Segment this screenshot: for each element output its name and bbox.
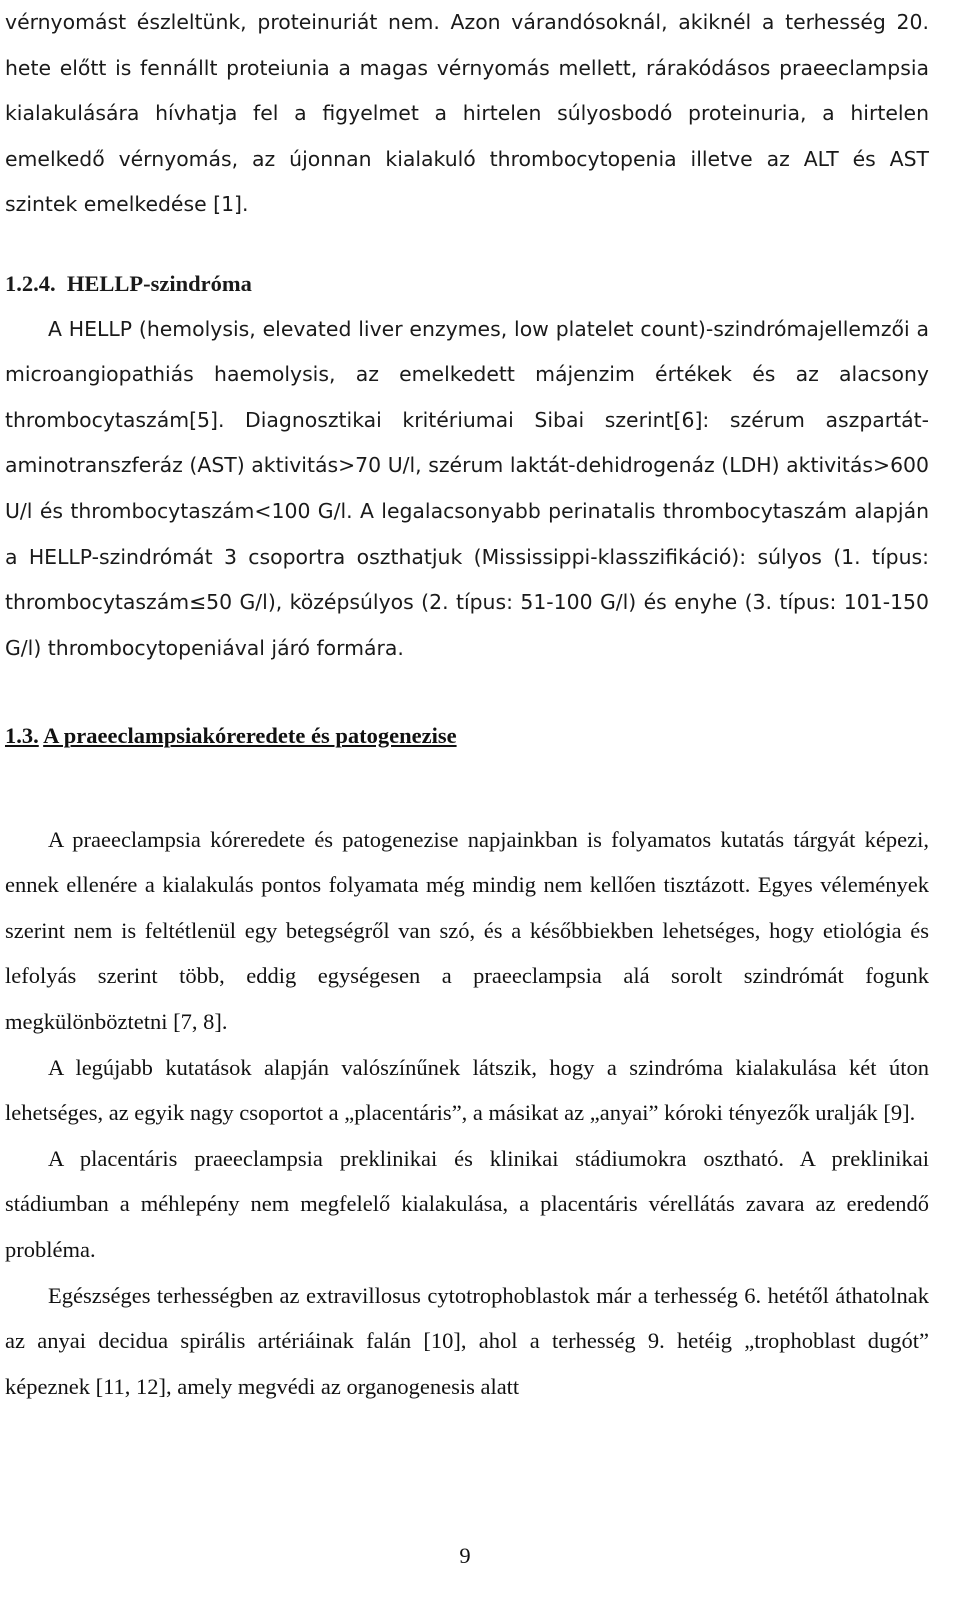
hellp-heading: [5, 261, 929, 307]
intro-paragraph: vérnyomást észleltünk, proteinuriát nem. Azon várandósoknál, akiknél a terhesség 20. hete előtt is fennállt proteiunia a magas vérnyomás mellett, rárakódásos praeeclampsia kialakulására hívhatja fel a figyelmet a hirtelen súlyosbodó proteinuria, a hirtelen emelkedő vérnyomás, az újonnan kialakuló thrombocytopenia illetve az ALT és AST szintek emelkedése [1].: [5, 10, 929, 217]
praeeclampsia-paragraph-3: A placentáris praeeclampsia preklinikai és klinikai stádiumokra osztható. A preklinikai stádiumban a méhlepény nem megfelelő kialakulása, a placentáris vérellátás zavara az eredendő probléma.: [5, 1145, 929, 1262]
hellp-section-number: 1.2.4.: [5, 271, 56, 296]
intro-paragraph-block: [5, 0, 929, 228]
praeeclampsia-paragraph-4: Egészséges terhességben az extravillosus cytotrophoblastok már a terhesség 6. hetétől áthatolnak az anyai decidua spirális artériáinak falán [10], ahol a terhesség 9. hetéig „trophoblast dugót” képeznek [11, 12], amely megvédi az organogenesis alatt: [5, 1282, 929, 1399]
hellp-paragraph: A HELLP (hemolysis, elevated liver enzymes, low platelet count)-szindrómajellemzői a microangiopathiás haemolysis, az emelkedett májenzim értékek és az alacsony thrombocytaszám[5]. Diagnosztikai kritériumai Sibai szerint[6]: szérum aszpartát-aminotranszferáz (AST) aktivitás>70 U/l, szérum laktát-dehidrogenáz (LDH) aktivitás>600 U/l és thrombocytaszám<100 G/l. A legalacsonyabb perinatalis thrombocytaszám alapján a HELLP-szindrómát 3 csoportra oszthatjuk (Mississippi-klasszifikáció): súlyos (1. típus: thrombocytaszám≤50 G/l), középsúlyos (2. típus: 51-100 G/l) és enyhe (3. típus: 101-150 G/l) thrombocytopeniával járó formára.: [5, 316, 929, 660]
praeeclampsia-section: [5, 713, 929, 1409]
praeeclampsia-section-number: 1.3.: [5, 723, 39, 748]
praeeclampsia-section-title: A praeeclampsiakóreredete és patogenezise: [43, 723, 457, 748]
page-number: 9: [459, 1543, 471, 1568]
praeeclampsia-paragraph-1: A praeeclampsia kóreredete és patogenezise napjainkban is folyamatos kutatás tárgyát képezi, ennek ellenére a kialakulás pontos folyamata még mindig nem kellően tisztázott. Egyes vélemények szerint nem is feltétlenül egy betegségről van szó, és a későbbiekben lehetséges, hogy etiológia és lefolyás szerint több, eddig egységesen a praeeclampsia alá sorolt szindrómát fogunk megkülönböztetni [7, 8].: [5, 826, 929, 1034]
hellp-section-title: HELLP-szindróma: [66, 271, 252, 296]
praeeclampsia-heading: [5, 713, 929, 759]
hellp-section: [5, 261, 929, 671]
praeeclampsia-paragraph-2: A legújabb kutatások alapján valószínűnek látszik, hogy a szindróma kialakulása két úton lehetséges, az egyik nagy csoportot a „placentáris”, a másikat az „anyai” kóroki tényezők uralják [9].: [5, 1054, 929, 1126]
